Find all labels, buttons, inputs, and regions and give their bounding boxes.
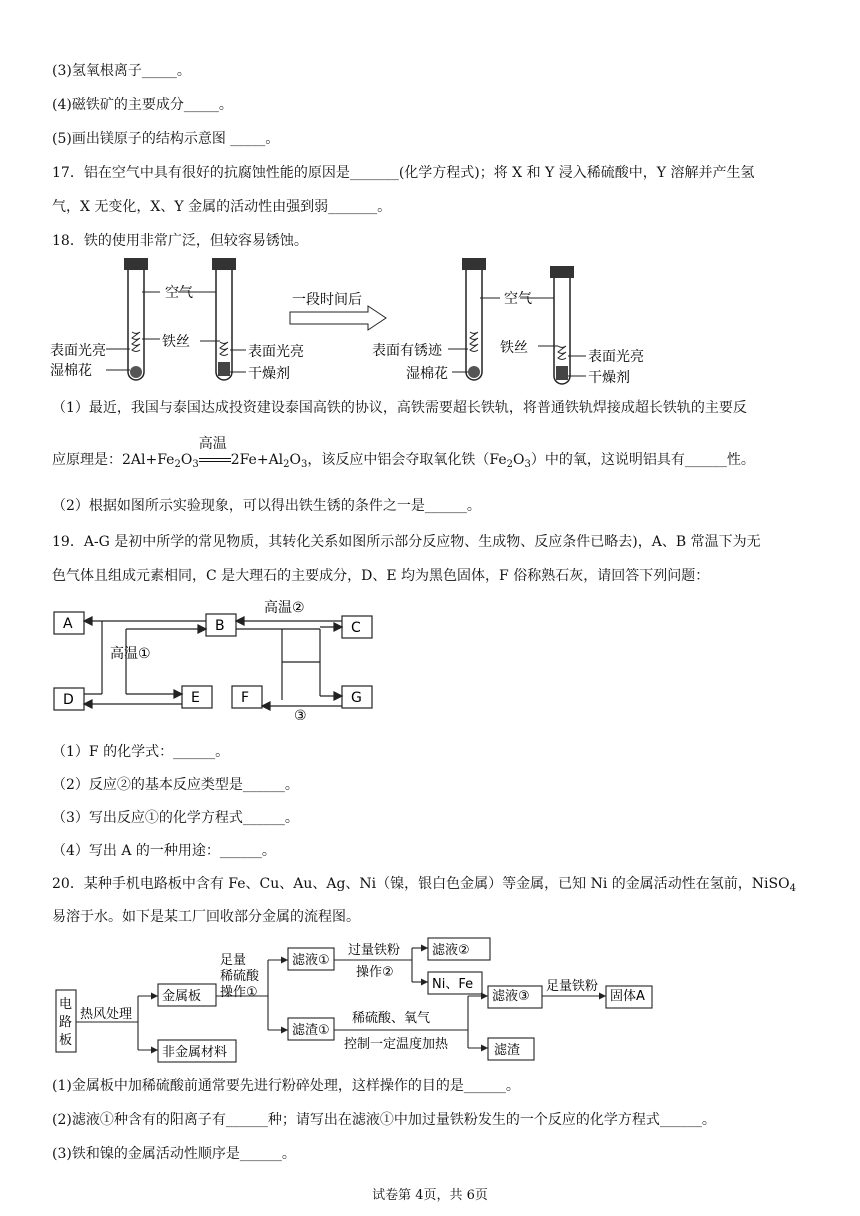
eq-seg-1: 应原理是：2Al+Fe [52, 452, 175, 468]
source-char-2: 路 [59, 1015, 73, 1030]
reaction-1-label: 高温① [110, 646, 151, 662]
q16-part4: (4)磁铁矿的主要成分_____。 [52, 97, 233, 113]
eq-seg-4: O [289, 452, 302, 468]
box-f [232, 686, 262, 708]
q17-line2: 气，X 无变化，X、Y 金属的活动性由强到弱_______。 [52, 199, 392, 215]
arrow-label: 一段时间后 [292, 292, 362, 308]
eq-seg-5: ，该反应中铝会夺取氧化铁（Fe [307, 452, 507, 468]
svg-text:A: A [63, 616, 73, 632]
box-e [182, 686, 212, 708]
svg-text:B: B [215, 618, 225, 634]
eq-sub: 2 [174, 459, 181, 470]
label-bright-left: 表面光亮 [50, 343, 106, 359]
hot-air-label: 热风处理 [80, 1007, 133, 1022]
label-cotton-after: 湿棉花 [406, 366, 448, 382]
q20-part2: (2)滤液①种含有的阳离子有______种；请写出在滤液①中加过量铁粉发生的一个反应的化学方程式______。 [52, 1112, 716, 1128]
page-footer: 试卷第 4页，共 6页 [372, 1188, 488, 1203]
filtrate1-box: 滤液① [292, 953, 330, 968]
test-tube-left [124, 258, 148, 380]
operation2-label: 操作② [356, 965, 394, 980]
residue1-box: 滤渣① [292, 1023, 330, 1038]
label-wire: 铁丝 [162, 334, 190, 350]
label-wire-after: 铁丝 [500, 340, 528, 356]
acid-label-1: 足量 [220, 953, 247, 968]
filtrate2-box: 滤液② [432, 943, 470, 958]
label-air-after: 空气 [504, 291, 532, 307]
eq-seg-2: O [180, 452, 193, 468]
iron-label: 过量铁粉 [348, 943, 401, 958]
q16-part3: (3)氢氧根离子_____。 [52, 63, 191, 79]
box-c [342, 616, 372, 638]
test-tube-right-after [550, 266, 574, 384]
filtrate3-box: 滤液③ [492, 989, 530, 1004]
condition-label: 高温 [198, 436, 227, 452]
q17-line1: 17．铝在空气中具有很好的抗腐蚀性能的原因是_______(化学方程式)；将 X 和 Y 浸入稀硫酸中，Y 溶解并产生氢 [52, 165, 755, 181]
eq-sub: 3 [192, 459, 199, 470]
q18-equation-line [52, 436, 755, 475]
source-char-1: 电 [59, 997, 73, 1012]
rust-experiment-figure [50, 252, 670, 392]
reaction-3-label: ③ [294, 708, 307, 720]
svg-text:G: G [351, 690, 362, 706]
eq-seg-3: 2Fe+Al [230, 452, 284, 468]
metal-plate-box: 金属板 [162, 989, 202, 1004]
nife-box: Ni、Fe [432, 977, 474, 992]
label-desiccant: 干燥剂 [248, 366, 290, 382]
svg-text:D: D [63, 692, 74, 708]
q19-line2: 色气体且组成元素相同，C 是大理石的主要成分，D、E 均为黑色固体，F 俗称熟石灰，请回答下列问题： [52, 568, 710, 584]
q19-part2: （2）反应②的基本反应类型是______。 [52, 777, 299, 793]
q19-part4: （4）写出 A 的一种用途：______。 [52, 843, 276, 859]
q20-line1 [52, 874, 796, 899]
svg-text:C: C [351, 620, 361, 636]
test-tube-left-after [462, 258, 486, 380]
solid-a-box: 固体A [610, 989, 645, 1004]
eq-sub: 2 [506, 459, 514, 470]
q19-line1: 19．A-G 是初中所学的常见物质，其转化关系如图所示部分反应物、生成物、反应条件已略去)，A、B 常温下为无 [52, 534, 761, 550]
label-cotton: 湿棉花 [50, 363, 92, 379]
acid-label-3: 操作① [220, 985, 258, 1000]
label-air: 空气 [165, 285, 193, 301]
box-b [206, 614, 236, 636]
reaction-2-label: 高温② [264, 600, 305, 616]
step-label-1: 稀硫酸、氧气 [352, 1011, 431, 1026]
conversion-diagram [50, 596, 390, 720]
residue-box: 滤渣 [494, 1043, 521, 1058]
svg-text:E: E [191, 690, 200, 706]
step-label-2: 控制一定温度加热 [344, 1037, 449, 1052]
iron3-label: 足量铁粉 [546, 979, 599, 994]
q18-title: 18．铁的使用非常广泛，但较容易锈蚀。 [52, 233, 308, 249]
box-a [54, 612, 84, 634]
q20-sub: 4 [789, 883, 796, 894]
eq-sub: 3 [524, 459, 531, 470]
nonmetal-box: 非金属材料 [162, 1045, 228, 1060]
q20-text: 20．某种手机电路板中含有 Fe、Cu、Au、Ag、Ni（镍，银白色金属）等金属，已知 Ni 的金属活动性在氢前，NiSO [52, 876, 790, 892]
eq-seg-7: ）中的氧，这说明铝具有______性。 [530, 452, 755, 468]
box-g [342, 686, 372, 708]
recycling-flowchart [52, 934, 672, 1070]
q18-part1: （1）最近，我国与泰国达成投资建设泰国高铁的协议，高铁需要超长铁轨，将普通铁轨焊接成超长铁轨的主要反 [52, 400, 747, 416]
q20-line2: 易溶于水。如下是某工厂回收部分金属的流程图。 [52, 909, 360, 925]
box-d [54, 688, 84, 710]
label-rust: 表面有锈迹 [372, 343, 442, 359]
label-bright-right: 表面光亮 [248, 344, 304, 360]
label-bright-after: 表面光亮 [588, 349, 644, 365]
source-char-3: 板 [59, 1033, 73, 1048]
equals-sign [199, 458, 231, 462]
eq-sub: 2 [283, 459, 290, 470]
acid-label-2: 稀硫酸 [220, 969, 260, 984]
eq-seg-6: O [513, 452, 525, 468]
q20-part1: (1)金属板中加稀硫酸前通常要先进行粉碎处理，这样操作的目的是______。 [52, 1078, 520, 1094]
label-desiccant-after: 干燥剂 [588, 370, 630, 386]
q16-part5: (5)画出镁原子的结构示意图 _____。 [52, 131, 280, 147]
svg-text:F: F [241, 690, 250, 706]
eq-sub: 3 [301, 459, 308, 470]
q20-part3: (3)铁和镍的金属活动性顺序是______。 [52, 1146, 296, 1162]
reaction-condition [198, 436, 231, 470]
q19-part3: （3）写出反应①的化学方程式______。 [52, 810, 299, 826]
q19-part1: （1）F 的化学式：______。 [52, 744, 230, 760]
q18-part2: （2）根据如图所示实验现象，可以得出铁生锈的条件之一是______。 [52, 498, 481, 514]
test-tube-right [212, 258, 236, 380]
